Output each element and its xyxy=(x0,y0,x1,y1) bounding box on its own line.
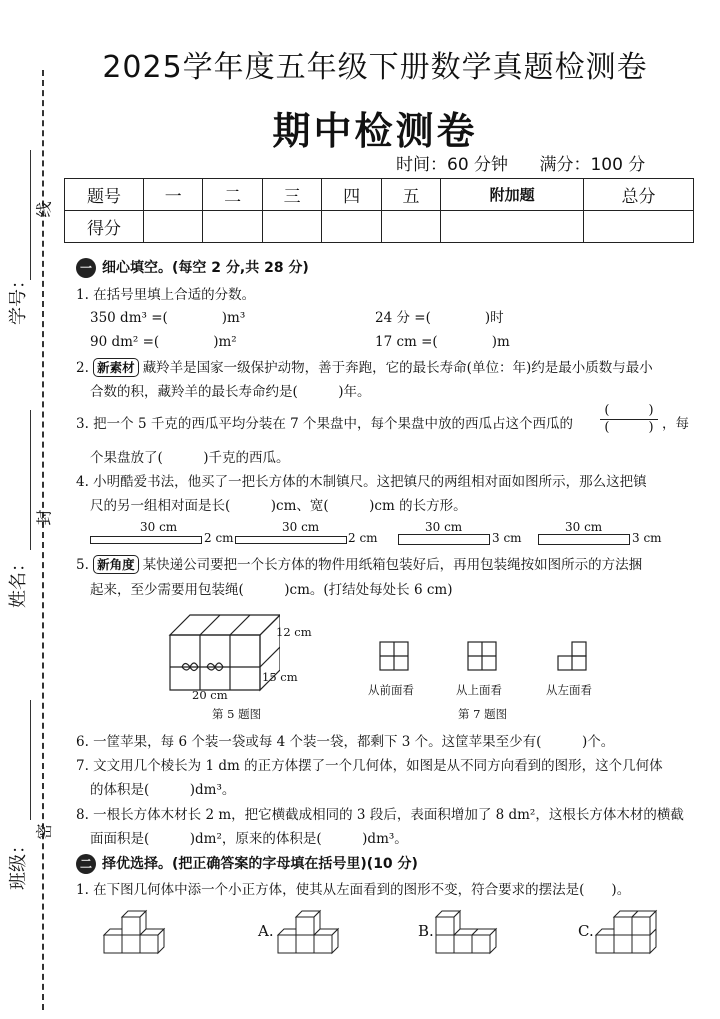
q4-line1: 4. 小明酷爱书法，他买了一把长方体的木制镇尺。这把镇尺的两组相对面如图所示，那么这把镇 xyxy=(76,474,647,490)
option-b-figure[interactable] xyxy=(432,905,502,960)
name-line xyxy=(30,410,31,550)
option-a-label: A. xyxy=(258,922,274,940)
q8-line2: 面面积是( )dm²，原来的体积是( )dm³。 xyxy=(90,831,408,847)
box-width-label: 15 cm xyxy=(262,670,298,684)
class-line xyxy=(30,700,31,820)
q3-frac-top: ( ) xyxy=(604,403,654,418)
ruler2-length: 30 cm xyxy=(282,520,320,534)
left-view-label: 从左面看 xyxy=(546,683,592,697)
section1-number: 一 xyxy=(76,258,96,278)
secret-char: 密 xyxy=(34,823,54,840)
ruler3-length: 30 cm xyxy=(425,520,463,534)
score-cell: 三 xyxy=(262,179,321,211)
box-height-label: 12 cm xyxy=(276,625,312,639)
q1d: 17 cm =( )m xyxy=(375,334,510,350)
q2-text: 藏羚羊是国家一级保护动物，善于奔跑，它的最长寿命(单位：年)约是最小质数与最小 xyxy=(142,360,653,376)
q3-fraction xyxy=(600,404,658,435)
q6-text: 6. 一筐苹果，每 6 个装一袋或每 4 个装一袋，都剩下 3 个。这筐苹果至少有( )个。 xyxy=(76,734,615,750)
score-input-cell[interactable] xyxy=(584,211,694,243)
seal-char: 封 xyxy=(34,509,54,526)
ruler1-length: 30 cm xyxy=(140,520,178,534)
exam-full-score: 满分：100 分 xyxy=(539,155,646,175)
score-table xyxy=(64,178,694,243)
q7-line1: 7. 文文用几个棱长为 1 dm 的正方体摆了一个几何体，如图是从不同方向看到的图形，这个几何体 xyxy=(76,758,663,774)
score-cell: 五 xyxy=(381,179,440,211)
q3-frac-bottom: ( ) xyxy=(604,420,654,435)
s2-q1-text: 1. 在下图几何体中添一个小正方体，使其从左面看到的图形不变，符合要求的摆法是( )。 xyxy=(76,882,631,898)
q3-line2: 个果盘放了( )千克的西瓜。 xyxy=(90,450,290,466)
option-a-figure[interactable] xyxy=(274,905,344,960)
ruler3-side: 3 cm xyxy=(492,531,522,545)
ruler4-length: 30 cm xyxy=(565,520,603,534)
q3-tail: ，每 xyxy=(662,416,689,432)
q1c: 90 dm² =( )m² xyxy=(90,334,237,350)
page-subtitle: 期中检测卷 xyxy=(272,109,478,153)
q1b: 24 分 =( )时 xyxy=(375,310,504,326)
score-input-cell[interactable] xyxy=(144,211,203,243)
exam-meta xyxy=(396,150,671,175)
cube-figure-original xyxy=(100,905,170,960)
section1-title: 细心填空。(每空 2 分,共 28 分) xyxy=(102,260,309,276)
student-no-line xyxy=(30,150,31,280)
ruler2 xyxy=(235,536,347,544)
fig7-caption: 第 7 题图 xyxy=(458,707,508,721)
score-cell: 一 xyxy=(144,179,203,211)
score-cell: 得分 xyxy=(65,211,144,243)
page-title: 2025学年度五年级下册数学真题检测卷 xyxy=(102,50,648,85)
ruler1 xyxy=(90,536,202,544)
q5-line1: 5. 新角度 某快递公司要把一个长方体的物件用纸箱包装好后，再用包装绳按如图所示的方法捆 xyxy=(76,557,643,573)
q1-text: 1. 在括号里填上合适的分数。 xyxy=(76,287,256,303)
new-material-tag: 新素材 xyxy=(93,358,139,377)
line-char: 线 xyxy=(34,201,54,218)
score-table-header-row xyxy=(65,179,694,211)
option-c-figure[interactable] xyxy=(592,900,662,960)
left-view-figure xyxy=(556,640,590,672)
q8-line1: 8. 一根长方体木材长 2 m，把它横截成相同的 3 段后，表面积增加了 8 dm²，这根长方体木材的横截 xyxy=(76,807,684,823)
q2-line2: 合数的积，藏羚羊的最长寿命约是( )年。 xyxy=(90,384,371,400)
score-cell: 四 xyxy=(322,179,381,211)
q3-line1: 3. 把一个 5 千克的西瓜平均分装在 7 个果盘中，每个果盘中放的西瓜占这个西瓜的 xyxy=(76,416,574,432)
exam-time: 时间：60 分钟 xyxy=(396,155,509,175)
score-cell: 题号 xyxy=(65,179,144,211)
score-input-cell[interactable] xyxy=(262,211,321,243)
score-cell: 附加题 xyxy=(441,179,584,211)
q4-line2: 尺的另一组相对面是长( )cm、宽( )cm 的长方形。 xyxy=(90,498,467,514)
new-angle-tag: 新角度 xyxy=(93,555,139,574)
ruler4 xyxy=(538,534,630,545)
score-cell: 总分 xyxy=(584,179,694,211)
score-cell: 二 xyxy=(203,179,262,211)
q7-line2: 的体积是( )dm³。 xyxy=(90,782,236,798)
student-no-label: 学号： xyxy=(8,271,29,325)
q5-text: 某快递公司要把一个长方体的物件用纸箱包装好后，再用包装绳按如图所示的方法捆 xyxy=(142,557,643,573)
binding-strip xyxy=(0,0,62,1019)
name-label: 姓名： xyxy=(8,554,29,608)
class-label: 班级： xyxy=(8,836,29,890)
fig5-caption: 第 5 题图 xyxy=(212,707,262,721)
front-view-figure xyxy=(378,640,412,672)
score-input-cell[interactable] xyxy=(381,211,440,243)
box-length-label: 20 cm xyxy=(192,688,228,702)
q5-line2: 起来，至少需要用包装绳( )cm。(打结处每处长 6 cm) xyxy=(90,582,453,598)
ruler4-side: 3 cm xyxy=(632,531,662,545)
section2-title: 择优选择。(把正确答案的字母填在括号里)(10 分) xyxy=(102,856,418,872)
score-input-cell[interactable] xyxy=(203,211,262,243)
top-view-label: 从上面看 xyxy=(456,683,502,697)
option-c-label: C. xyxy=(578,922,594,940)
ruler2-side: 2 cm xyxy=(348,531,378,545)
section2-number: 二 xyxy=(76,854,96,874)
section1-heading xyxy=(76,257,309,278)
front-view-label: 从前面看 xyxy=(368,683,414,697)
q1a: 350 dm³ =( )m³ xyxy=(90,310,246,326)
ruler3 xyxy=(398,534,490,545)
ruler1-side: 2 cm xyxy=(204,531,234,545)
score-input-cell[interactable] xyxy=(441,211,584,243)
section2-heading xyxy=(76,853,418,874)
score-table-score-row xyxy=(65,211,694,243)
score-input-cell[interactable] xyxy=(322,211,381,243)
q2-line1: 2. 新素材 藏羚羊是国家一级保护动物，善于奔跑，它的最长寿命(单位：年)约是最小质数与最小 xyxy=(76,360,653,376)
package-box-figure xyxy=(160,605,280,700)
option-b-label: B. xyxy=(418,922,434,940)
top-view-figure xyxy=(466,640,500,672)
